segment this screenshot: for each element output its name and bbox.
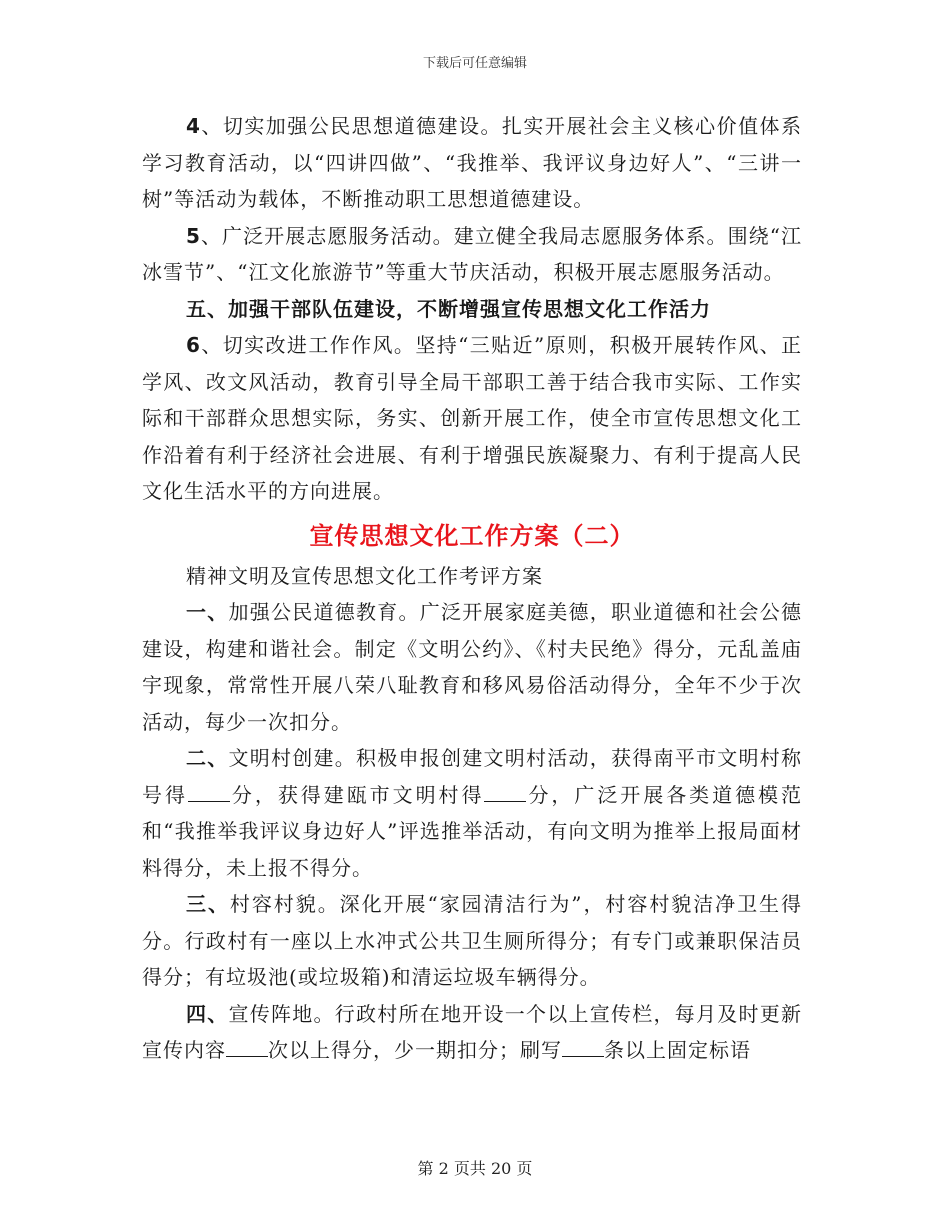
- item-3: [142, 886, 802, 996]
- fill-blank: [188, 783, 230, 802]
- item-lead: 二、: [186, 746, 229, 770]
- item-text: 条以上固定标语: [604, 1038, 751, 1062]
- item-text: 宣传阵地。行政村所在地开设一个以上宣传栏，每月及时更新宣传内容: [142, 1001, 802, 1062]
- item-text: 文明村创建。积极申报创建文明村活动，获得南平市文明村称号得: [142, 746, 802, 807]
- item-lead: 三、: [186, 892, 230, 916]
- item-text: 分，获得建瓯市文明村得: [229, 782, 485, 807]
- fill-blank: [562, 1038, 604, 1057]
- page-footer: 第 2 页共 20 页: [417, 1159, 533, 1178]
- paragraph-number: 5: [186, 223, 201, 248]
- paragraph-number: 6: [186, 333, 201, 357]
- item-lead: 一、: [186, 600, 229, 624]
- paragraph-text: 、广泛开展志愿服务活动。建立健全我局志愿服务体系。围绕“江冰雪节”、“江文化旅游节”等重大节庆活动，积极开展志愿服务活动。: [142, 223, 802, 284]
- paragraph-6: [142, 327, 802, 510]
- item-text: 分，广泛开展各类道德模范和“我推举我评议身边好人”评选推举活动，有向文明为推举上报局面材料得分，未上报不得分。: [142, 782, 803, 880]
- item-1: [142, 594, 802, 740]
- fill-blank: [484, 783, 526, 802]
- item-4: [142, 996, 802, 1069]
- item-lead: 四、: [186, 1001, 229, 1026]
- section-subtitle: 精神文明及宣传思想文化工作考评方案: [186, 563, 543, 588]
- document-body: [142, 108, 802, 1069]
- paragraph-4: [142, 108, 802, 218]
- item-2: [142, 740, 802, 886]
- fill-blank: [226, 1038, 268, 1057]
- paragraph-number: 4: [186, 114, 201, 138]
- item-text: 次以上得分，少一期扣分；刷写: [268, 1038, 562, 1062]
- item-text: 加强公民道德教育。广泛开展家庭美德，职业道德和社会公德建设，构建和谐社会。制定《文明公约》、《村夫民绝》得分，元乱盖庙宇现象，常常性开展八荣八耻教育和移风易俗活动得分，全年不少于次活动，每少一次扣分。: [142, 600, 802, 734]
- section-heading-5: 五、加强干部队伍建设，不断增强宣传思想文化工作活力: [186, 296, 711, 321]
- item-text: 村容村貌。深化开展“家园清洁行为”，村容村貌洁净卫生得分。行政村有一座以上水冲式公共卫生厕所得分；有专门或兼职保洁员得分；有垃圾池(或垃圾箱)和清运垃圾车辆得分。: [142, 892, 803, 989]
- page-header-note: 下载后可任意编辑: [422, 56, 527, 71]
- paragraph-text: 、切实加强公民思想道德建设。扎实开展社会主义核心价值体系学习教育活动，以“四讲四做”、“我推举、我评议身边好人”、“三讲一树”等活动为载体，不断推动职工思想道德建设。: [142, 114, 802, 211]
- paragraph-text: 、切实改进工作作风。坚持“三贴近”原则，积极开展转作风、正学风、改文风活动，教育引导全局干部职工善于结合我市实际、工作实际和干部群众思想实际，务实、创新开展工作，使全市宣传思想文化工作沿着有利于经济社会进展、有利于增强民族凝聚力、有利于提高人民文化生活水平的方向进展。: [142, 333, 802, 503]
- section-title: 宣传思想文化工作方案（二）: [309, 520, 635, 550]
- paragraph-5: [142, 218, 802, 291]
